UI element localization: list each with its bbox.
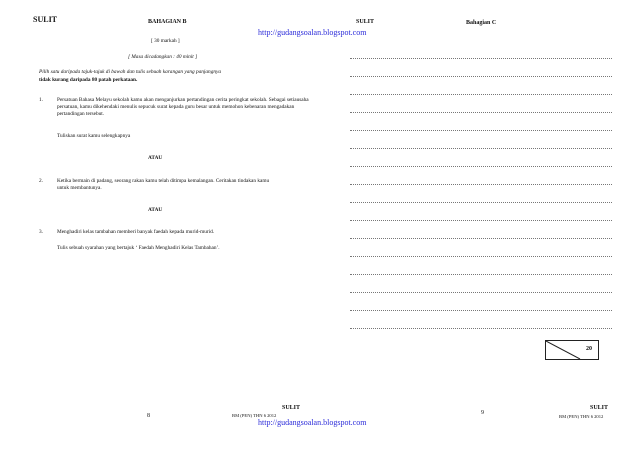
mark-box (545, 340, 599, 360)
left-sulit-label: SULIT (33, 15, 58, 24)
question-1-extra: Tuliskan surat kamu selengkapnya (57, 133, 131, 139)
right-page-number: 9 (481, 410, 484, 416)
question-1-text: Persatuan Bahasa Melayu sekolah kamu akan menganjurkan pertandingan cerita peringkat sekolah. Sebagai setiausaha persatuan, kamu dikehendaki menulis sepucuk surat kepada guru besar untuk memohon kebenaran mengadakan pertandingan tersebut. (57, 97, 309, 117)
question-2-number: 2. (39, 178, 43, 184)
answer-line (350, 256, 612, 257)
center-footer-sulit: SULIT (282, 405, 301, 411)
instruction-line-1: Pilih satu daripada tajuk-tajuk di bawah dan tulis sebuah karangan yang panjangnya (39, 69, 221, 75)
question-1-number: 1. (39, 97, 43, 103)
answer-line (350, 148, 612, 149)
separator-atau-1: ATAU (148, 155, 163, 161)
answer-line (350, 202, 612, 203)
answer-line (350, 94, 612, 95)
left-footer-code: BM (PEN) THN 6 2012 (232, 413, 277, 418)
question-3-text: Menghadiri kelas tambahan memberi banyak faedah kepada murid-murid. (57, 229, 215, 235)
right-footer-code: BM (PEN) THN 6 2012 (559, 414, 604, 419)
mark-box-value: 20 (586, 346, 592, 352)
instruction-line-2: tidak kurang daripada 80 patah perkataan. (39, 77, 138, 83)
left-page-number: 8 (147, 413, 150, 419)
answer-line (350, 130, 612, 131)
answer-line (350, 328, 612, 329)
answer-line (350, 310, 612, 311)
question-3-extra: Tulis sebuah syarahan yang bertajuk ‘ Faedah Menghadiri Kelas Tambahan’. (57, 245, 220, 251)
answer-line (350, 112, 612, 113)
time-note: [ Masa dicadangkan : 40 minit ] (128, 54, 198, 60)
question-2-text: Ketika bermain di padang, seorang rakan kamu telah ditimpa kemalangan. Ceritakan tindakan kamu untuk membantunya. (57, 178, 270, 191)
marks-note: [ 30 markah ] (151, 38, 180, 44)
answer-line (350, 274, 612, 275)
section-b-title: BAHAGIAN B (148, 19, 187, 25)
answer-line (350, 220, 612, 221)
answer-line (350, 238, 612, 239)
center-sulit-label: SULIT (356, 19, 375, 25)
answer-line (350, 292, 612, 293)
right-footer-sulit: SULIT (590, 405, 609, 411)
answer-line (350, 58, 612, 59)
answer-line (350, 166, 612, 167)
separator-atau-2: ATAU (148, 207, 163, 213)
watermark-link-bottom[interactable]: http://gudangsoalan.blogspot.com (258, 418, 367, 427)
section-c-title: Bahagian C (466, 20, 497, 26)
watermark-link-top[interactable]: http://gudangsoalan.blogspot.com (258, 28, 367, 37)
question-3-number: 3. (39, 229, 43, 235)
answer-line (350, 76, 612, 77)
answer-line (350, 184, 612, 185)
